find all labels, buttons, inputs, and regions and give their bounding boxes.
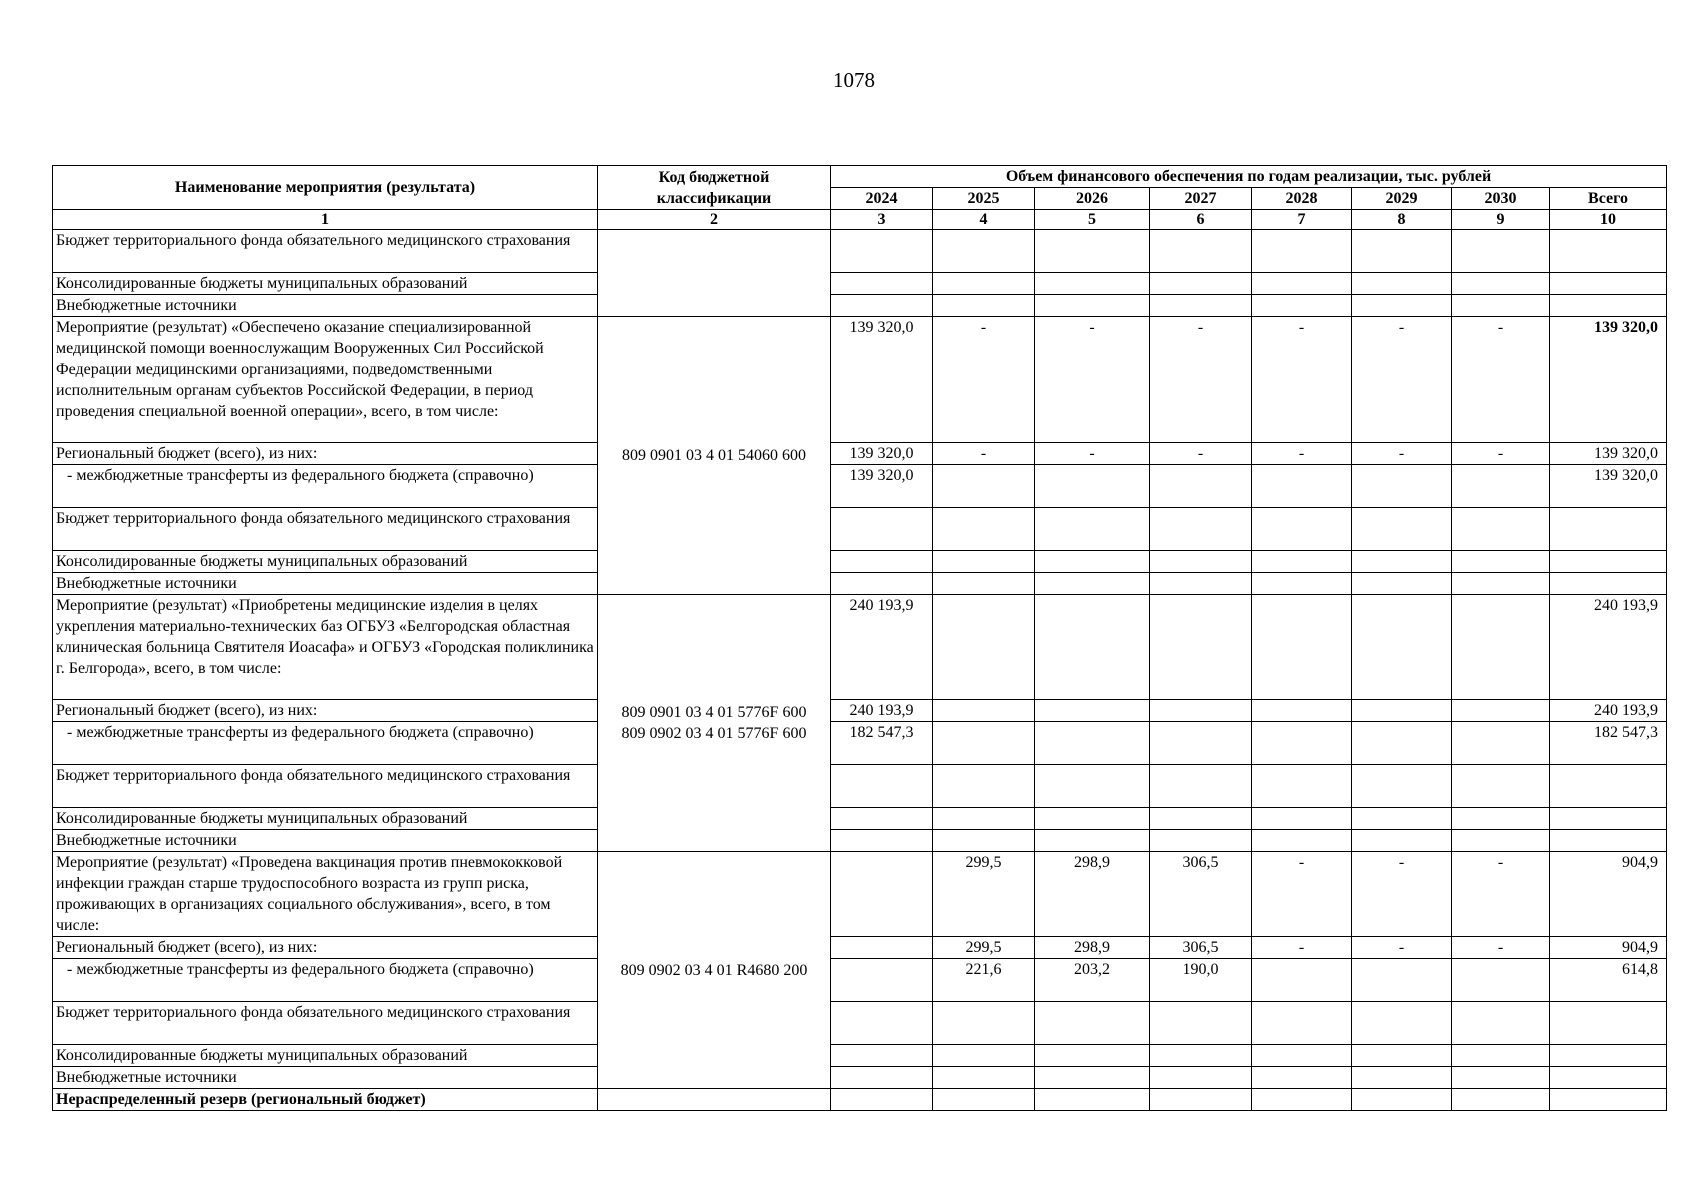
column-number: 7	[1252, 210, 1352, 230]
value-2024: 240 193,9	[831, 595, 933, 700]
value-total: 614,8	[1550, 959, 1667, 1002]
header-year: 2029	[1352, 188, 1452, 210]
table-row-name: - межбюджетные трансферты из федерального бюджета (справочно)	[53, 465, 598, 508]
value-2024: 139 320,0	[831, 443, 933, 465]
budget-code: 809 0902 03 4 01 R4680 200	[598, 852, 831, 1089]
column-number: 5	[1035, 210, 1150, 230]
value-2024: 240 193,9	[831, 700, 933, 722]
value-2024: 182 547,3	[831, 722, 933, 765]
header-year: 2025	[933, 188, 1035, 210]
header-year: 2030	[1452, 188, 1550, 210]
value-2024: 139 320,0	[831, 317, 933, 443]
value-2027: 306,5	[1150, 937, 1252, 959]
value-2024: 139 320,0	[831, 465, 933, 508]
value-2028: -	[1252, 443, 1352, 465]
page-number: 1078	[833, 68, 875, 92]
value-2029: -	[1352, 317, 1452, 443]
value-total: 139 320,0	[1550, 443, 1667, 465]
value-total: 240 193,9	[1550, 700, 1667, 722]
table-row-name: Региональный бюджет (всего), из них:	[53, 443, 598, 465]
value-2028: -	[1252, 852, 1352, 937]
value-2028: -	[1252, 937, 1352, 959]
table-row-name: Консолидированные бюджеты муниципальных образований	[53, 273, 598, 295]
value-2030: -	[1452, 937, 1550, 959]
column-number: 6	[1150, 210, 1252, 230]
header-total: Всего	[1550, 188, 1667, 210]
header-year: 2024	[831, 188, 933, 210]
value-2025: -	[933, 317, 1035, 443]
table-row-name: Внебюджетные источники	[53, 573, 598, 595]
budget-code	[598, 230, 831, 317]
header-year: 2026	[1035, 188, 1150, 210]
value-2026: 298,9	[1035, 937, 1150, 959]
value-2027: -	[1150, 317, 1252, 443]
value-2028: -	[1252, 317, 1352, 443]
value-total: 139 320,0	[1550, 317, 1667, 443]
value-2027: -	[1150, 443, 1252, 465]
table-row-name: Бюджет территориального фонда обязательного медицинского страхования	[53, 230, 598, 273]
table-row-name: Консолидированные бюджеты муниципальных образований	[53, 808, 598, 830]
value-2026: 298,9	[1035, 852, 1150, 937]
header-year: 2028	[1252, 188, 1352, 210]
value-total: 139 320,0	[1550, 465, 1667, 508]
value-2029: -	[1352, 443, 1452, 465]
value-total: 240 193,9	[1550, 595, 1667, 700]
value-2025: -	[933, 443, 1035, 465]
value-2030: -	[1452, 852, 1550, 937]
header-code: Код бюджетной классификации	[598, 166, 831, 210]
column-number: 4	[933, 210, 1035, 230]
table-row-name: Региональный бюджет (всего), из них:	[53, 700, 598, 722]
budget-table	[52, 165, 1667, 1111]
table-row-name: Бюджет территориального фонда обязательного медицинского страхования	[53, 765, 598, 808]
value-2025: 299,5	[933, 937, 1035, 959]
budget-code: 809 0901 03 4 01 54060 600	[598, 317, 831, 595]
table-row-name: Внебюджетные источники	[53, 1067, 598, 1089]
table-row-name: Внебюджетные источники	[53, 830, 598, 852]
table-row-name: Консолидированные бюджеты муниципальных образований	[53, 551, 598, 573]
value-2030: -	[1452, 443, 1550, 465]
value-2025: 299,5	[933, 852, 1035, 937]
table-row-name: Мероприятие (результат) «Проведена вакцинация против пневмококковой инфекции граждан старше трудоспособного возраста из групп риска, проживающих в организациях социального обслуживания», всего, в том числе:	[53, 852, 598, 937]
table-row-name: Мероприятие (результат) «Обеспечено оказание специализированной медицинской помощи военнослужащим Вооруженных Сил Российской Федерации медицинскими организациями, подведомственными исполнительным органам субъектов Российской Федерации, в период проведения специальной военной операции», всего, в том числе:	[53, 317, 598, 443]
column-number: 9	[1452, 210, 1550, 230]
value-2026: 203,2	[1035, 959, 1150, 1002]
column-number: 1	[53, 210, 598, 230]
table-row-name: Бюджет территориального фонда обязательного медицинского страхования	[53, 508, 598, 551]
value-2030: -	[1452, 317, 1550, 443]
value-total: 904,9	[1550, 852, 1667, 937]
table-row-name: Внебюджетные источники	[53, 295, 598, 317]
table-row-name: Консолидированные бюджеты муниципальных образований	[53, 1045, 598, 1067]
table-row-name: Мероприятие (результат) «Приобретены медицинские изделия в целях укрепления материально-технических баз ОГБУЗ «Белгородская областная клиническая больница Святителя Иоасафа» и ОГБУЗ «Городская поликлиника г. Белгорода», всего, в том числе:	[53, 595, 598, 700]
table-row-name: Бюджет территориального фонда обязательного медицинского страхования	[53, 1002, 598, 1045]
value-2029: -	[1352, 852, 1452, 937]
value-2027: 190,0	[1150, 959, 1252, 1002]
table-row-name: - межбюджетные трансферты из федерального бюджета (справочно)	[53, 959, 598, 1002]
value-2025: 221,6	[933, 959, 1035, 1002]
column-number: 10	[1550, 210, 1667, 230]
header-year: 2027	[1150, 188, 1252, 210]
column-number: 8	[1352, 210, 1452, 230]
table-row-name: - межбюджетные трансферты из федерального бюджета (справочно)	[53, 722, 598, 765]
header-volume: Объем финансового обеспечения по годам реализации, тыс. рублей	[831, 166, 1667, 188]
header-name: Наименование мероприятия (результата)	[53, 166, 598, 210]
table-row-name: Региональный бюджет (всего), из них:	[53, 937, 598, 959]
value-2026: -	[1035, 317, 1150, 443]
value-2027: 306,5	[1150, 852, 1252, 937]
budget-code-regional: 809 0901 03 4 01 5776F 600	[621, 704, 807, 721]
budget-code	[598, 595, 831, 852]
reserve-row-name: Нераспределенный резерв (региональный бюджет)	[53, 1089, 598, 1111]
value-2029: -	[1352, 937, 1452, 959]
budget-code-transfer: 809 0902 03 4 01 5776F 600	[621, 725, 807, 742]
column-number: 3	[831, 210, 933, 230]
column-number: 2	[598, 210, 831, 230]
value-total: 182 547,3	[1550, 722, 1667, 765]
value-total: 904,9	[1550, 937, 1667, 959]
value-2026: -	[1035, 443, 1150, 465]
